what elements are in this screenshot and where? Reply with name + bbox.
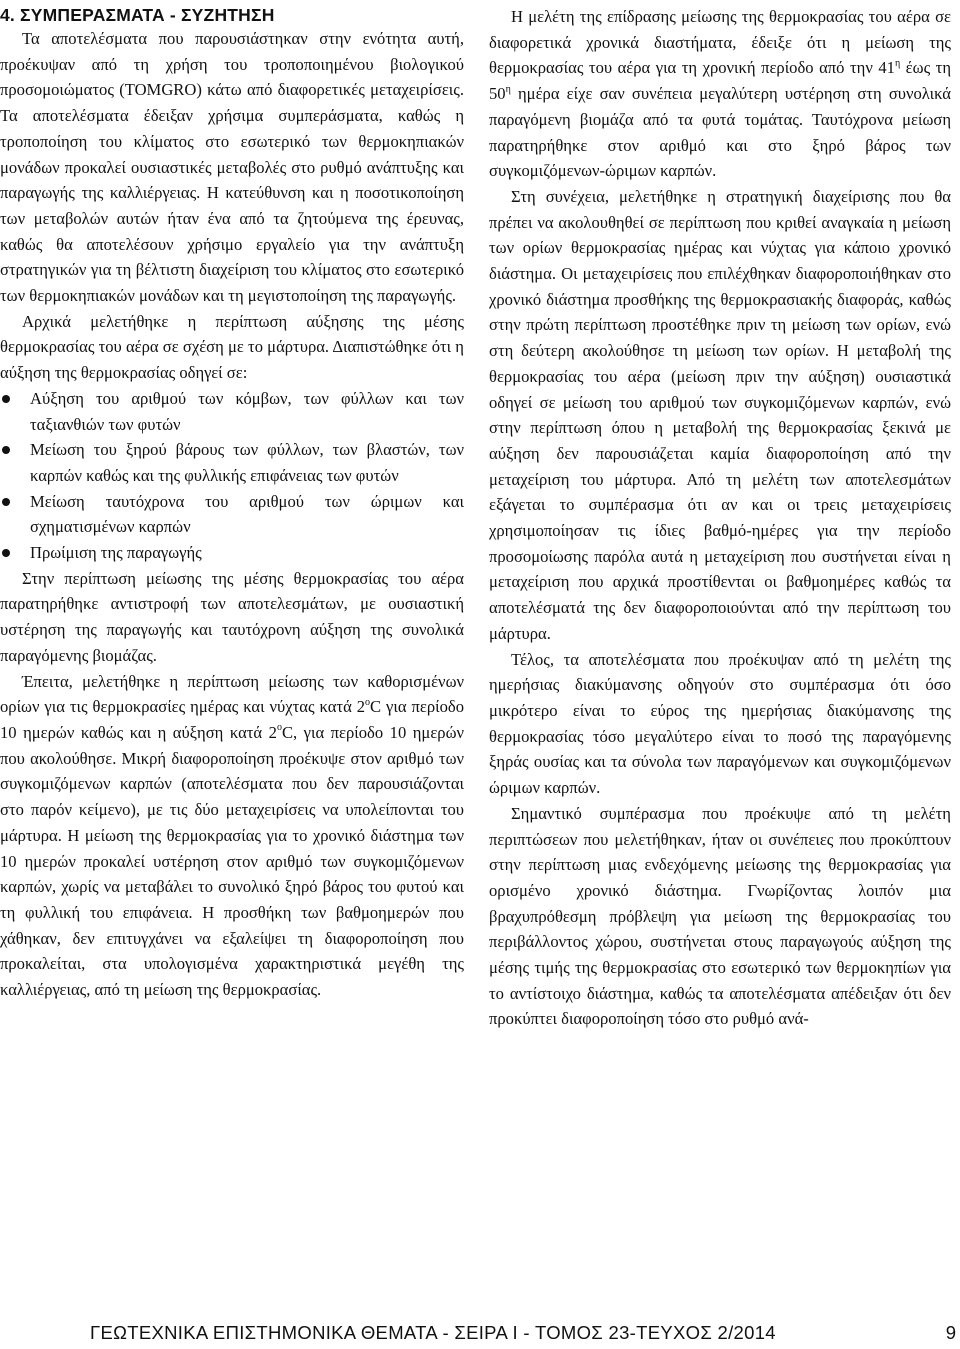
paragraph: Σημαντικό συμπέρασμα που προέκυψε από τη μελέτη περιπτώσεων που μελετήθηκαν, ήταν οι συνέπειες που προκύπτουν στην περίπτωση μιας ενδεχόμενης μείωσης της θερμοκρασίας για ορισμένο χρονικό διάστημα. Γνωρίζοντας λοιπόν μια βραχυπρόθεσμη πρόβλεψη για μείωση της θερμοκρασίας του περιβάλλοντος χώρου, συστήνεται στους παραγωγούς αύξηση της μέσης τιμής της θερμοκρασίας στο εσωτερικό των θερμοκηπίων για το αντίστοιχο διάστημα, καθώς τα αποτελέσματα απέδειξαν ότι δεν προκύπτει διαφοροποίηση τόσο στο ρυθμό ανά- [489, 803, 951, 1029]
paragraph-text: ημέρα είχε σαν συνέπεια μεγαλύτερη υστέρηση στη συνολικά παραγόμενη βιομάζα από τα φυτά τομάτας. Ταυτόχρονα μείωση παρατηρήθηκε στον αριθμό και στο ξηρό βάρος των συγκομιζόμενων-ώριμων καρπών. [489, 84, 951, 181]
bullet-list [0, 386, 464, 566]
paragraph: Στη συνέχεια, μελετήθηκε η στρατηγική διαχείρισης που θα πρέπει να ακολουθηθεί σε περίπτωση που κριθεί αναγκαία η μείωση των ορίων θερμοκρασίας ημέρας και νύχτας για κάποιο χρονικό διάστημα. Οι μεταχειρίσεις που επιλέχθηκαν διαφοροποιήθηκαν στο χρονικό διάστημα προσθήκης της θερμοκρασιακής διαφοράς, καθώς στην πρώτη περίπτωση προστέθηκε πριν τη μείωση των ορίων, ενώ στη δεύτερη ακολούθησε τη μείωση των ορίων. Η μεταβολή της θερμοκρασίας του αέρα (μείωση πριν την αύξηση) ουσιαστικά οδηγεί σε μείωση του αριθμού των συγκομιζόμενων καρπών, ενώ στην περίπτωση όπου η μεταβολή της θερμοκρασίας ξεκινά με αύξηση δεν παρουσιάζεται καμία διαφοροποίηση από την μεταχείριση του μάρτυρα. Από τη μελέτη των αποτελεσμάτων εξάγεται το συμπέρασμα ότι αν και οι τρεις μεταχειρίσεις χρησιμοποίησαν τις ίδιες βαθμό-ημέρες για την περίοδο προσομοίωσης παρόλα αυτά η μεταχείριση που συστήνεται είναι η μεταχείριση που αρχικά προστίθενται οι βαθμοημέρες καθώς τα αποτελέσματά της δεν διαφοροποιούνται από την περίπτωση του μάρτυρα. [489, 186, 951, 643]
page-footer [0, 1322, 960, 1348]
list-item [0, 540, 464, 566]
paragraph-text: Έπειτα, μελετήθηκε η περίπτωση μείωσης των καθορισμένων ορίων για τις θερμοκρασίες ημέρας και νύχτας κατά 2 [0, 671, 464, 717]
paragraph: Στην περίπτωση μείωσης της μέσης θερμοκρασίας του αέρα παρατηρήθηκε αντιστροφή των αποτελεσμάτων, με ουσιαστική υστέρηση της παραγωγής και ταυτόχρονη αύξηση της συνολικά παραγόμενης βιομάζας. [0, 568, 464, 665]
paragraph [0, 669, 464, 1003]
paragraph-text: C για περίοδο 10 ημερών καθώς και η αύξηση κατά 2 [0, 697, 464, 742]
list-item-text: Μείωση ταυτόχρονα του αριθμού των ώριμων και σχηματισμένων καρπών [30, 491, 464, 537]
bullet-icon [2, 446, 10, 454]
left-column [0, 4, 464, 1003]
paragraph: Τα αποτελέσματα που παρουσιάστηκαν στην ενότητα αυτή, προέκυψαν από τη χρήση του τροποποιημένου βιολογικού προσομοιώματος (TOMGRO) κάτω από διαφορετικές μεταχειρίσεις. Τα αποτελέσματα έδειξαν χρήσιμα συμπεράσματα, καθώς η τροποποίηση του κλίματος στο εσωτερικό των θερμοκηπιακών μονάδων προκαλεί ουσιαστικές μεταβολές στο ρυθμό ανάπτυξης και παραγωγής της καλλιέργειας. Η κατεύθυνση και η ποσοτικοποίηση των μεταβολών αυτών ήταν ένα από τα ζητούμενα της έρευνας, καθώς θα αποτελέσουν χρήσιμο εργαλείο για την ανάπτυξη στρατηγικών για τη βέλτιστη διαχείριση του κλίματος στο εσωτερικό των θερμοκηπιακών μονάδων και τη μεγιστοποίηση της παραγωγής. [0, 29, 464, 306]
page-number: 9 [945, 1322, 956, 1343]
superscript: η [505, 83, 511, 95]
paragraph: Αρχικά μελετήθηκε η περίπτωση αύξησης της μέσης θερμοκρασίας του αέρα σε σχέση με το μάρτυρα. Διαπιστώθηκε ότι η αύξηση της θερμοκρασίας οδηγεί σε: [0, 311, 464, 383]
paragraph-text: έως τη 50 [489, 58, 952, 104]
bullet-icon [2, 498, 10, 506]
list-item-text: Πρωίμιση της παραγωγής [30, 543, 202, 563]
superscript: ο [365, 696, 371, 708]
list-item [0, 386, 464, 437]
superscript: ο [276, 722, 282, 734]
bullet-icon [2, 395, 10, 403]
superscript: η [894, 57, 901, 69]
paragraph-text: Η μελέτη της επίδρασης μείωσης της θερμοκρασίας του αέρα σε διαφορετικά χρονικά διαστήματα, έδειξε ότι η μείωση της θερμοκρασίας του αέρα για τη χρονική περίοδο από την 41 [489, 7, 951, 78]
journal-title: ΓΕΩΤΕΧΝΙΚΑ ΕΠΙΣΤΗΜΟΝΙΚΑ ΘΕΜΑΤΑ - ΣΕΙΡΑ Ι - ΤΟΜΟΣ 23-ΤΕΥΧΟΣ 2/2014 [90, 1322, 776, 1343]
list-item-text: Μείωση του ξηρού βάρους των φύλλων, των βλαστών, των καρπών καθώς και της φυλλικής επιφάνειας των φυτών [30, 440, 464, 485]
paragraph: Τέλος, τα αποτελέσματα που προέκυψαν από τη μελέτη της ημερήσιας διακύμανσης οδηγούν στο συμπέρασμα ότι όσο μικρότερο είναι το εύρος της ημερήσιας διακύμανσης της θερμοκρασίας τόσο μεγαλύτερο είναι το ποσό της παραγόμενης ξηράς ουσίας και τα σύνολα των παραγόμενων και συγκομιζόμενων ώριμων καρπών. [489, 649, 951, 798]
list-item-text: Αύξηση του αριθμού των κόμβων, των φύλλων και των ταξιανθιών των φυτών [30, 388, 464, 434]
paragraph-text: C, για περίοδο 10 ημερών που ακολούθησε. Μικρή διαφοροποίηση προέκυψε στον αριθμό των συγκομιζόμενων καρπών (αποτελέσματα που δεν παρουσιάζονται στο παρόν κείμενο), με τις δύο μεταχειρίσεις να υπολείπονται του μάρτυρα. Η μείωση της θερμοκρασίας για το χρονικό διάστημα των 10 ημερών προκαλεί υστέρηση στον αριθμό των συγκομιζόμενων καρπών, χωρίς να μεταβάλει το συνολικό ξηρό βάρος του φυτού και τη φυλλική του επιφάνεια. Η προσθήκη των βαθμοημερών που χάθηκαν, δεν επιτυγχάνει να εξαλείψει τη διαφοροποίηση που προκαλείται, στα υπολογισμένα χαρακτηριστικά μεγέθη της καλλιέργειας, από τη μείωση της θερμοκρασίας. [0, 722, 464, 1000]
right-column [489, 4, 951, 1032]
bullet-icon [2, 549, 10, 557]
list-item [0, 489, 464, 540]
section-heading: 4. ΣΥΜΠΕΡΑΣΜΑΤΑ - ΣΥΖΗΤΗΣΗ [0, 5, 275, 25]
paragraph [489, 4, 951, 184]
list-item [0, 437, 464, 488]
